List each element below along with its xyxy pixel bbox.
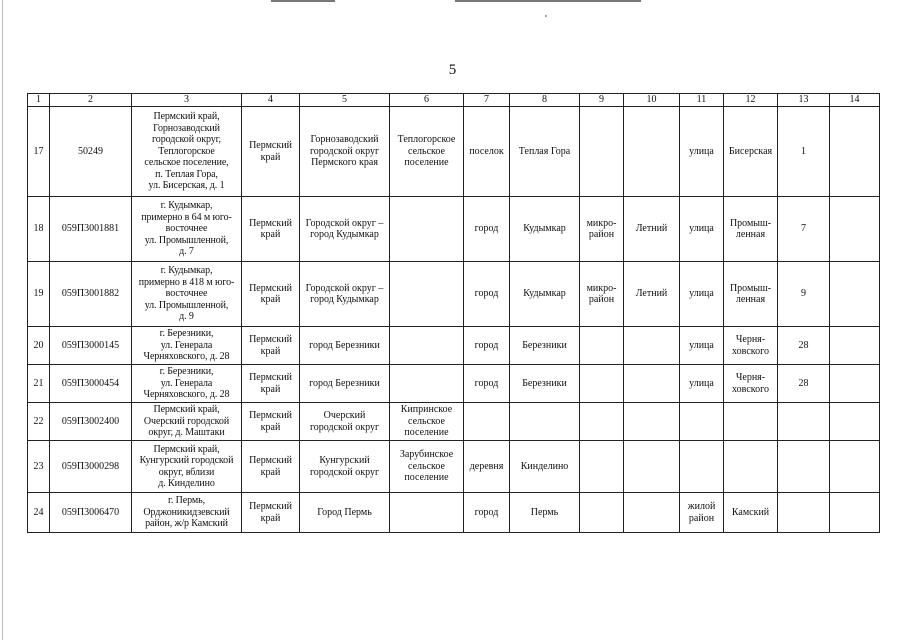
table-cell-col-11 — [680, 107, 724, 197]
table-row — [28, 441, 880, 493]
table-cell-col-14 — [830, 365, 880, 403]
cell-line: улица — [689, 288, 714, 300]
table-cell-col-14 — [830, 327, 880, 365]
table-cell-col-7 — [464, 327, 510, 365]
col-header: 8 — [510, 94, 580, 107]
table-cell-col-3 — [132, 493, 242, 533]
table-cell-col-9 — [580, 327, 624, 365]
cell-line: Город Пермь — [317, 506, 372, 518]
cell-line: Зарубинское — [399, 449, 454, 461]
table-cell-col-5 — [300, 365, 390, 403]
table-cell-col-3 — [132, 262, 242, 327]
cell-line: Промыш- — [729, 282, 772, 294]
col-header: 11 — [680, 94, 724, 107]
table-cell-col-5 — [300, 493, 390, 533]
cell-line: Пермский — [249, 282, 292, 294]
table-cell-col-12 — [724, 493, 778, 533]
cell-line: микро- — [586, 217, 617, 229]
table-cell-col-2: 059П3000145 — [50, 327, 132, 365]
table-cell-col-6 — [390, 107, 464, 197]
table-cell-col-5 — [300, 403, 390, 441]
cell-line: ховского — [732, 345, 769, 357]
cell-line: сельское — [408, 415, 445, 427]
cell-line: край — [260, 383, 281, 395]
cell-line: Кудымкар — [523, 223, 566, 235]
table-cell-col-6 — [390, 327, 464, 365]
table-cell-col-12 — [724, 403, 778, 441]
table-cell-col-2: 059П3006470 — [50, 493, 132, 533]
table-cell-col-3 — [132, 365, 242, 403]
cell-line: Летний — [635, 223, 668, 235]
table-cell-col-1: 19 — [28, 262, 50, 327]
table-cell-col-11 — [680, 262, 724, 327]
table-cell-col-8 — [510, 262, 580, 327]
table-cell-col-3 — [132, 197, 242, 262]
table-cell-col-4 — [242, 365, 300, 403]
col-header: 4 — [242, 94, 300, 107]
table-cell-col-11 — [680, 365, 724, 403]
col-header: 1 — [28, 94, 50, 107]
table-cell-col-13 — [778, 107, 830, 197]
table-cell-col-13 — [778, 365, 830, 403]
table-cell-col-12 — [724, 197, 778, 262]
table-cell-col-2: 50249 — [50, 107, 132, 197]
table-cell-col-7 — [464, 493, 510, 533]
scan-edge-line-right — [455, 0, 641, 2]
table-cell-col-3 — [132, 327, 242, 365]
table-cell-col-8 — [510, 197, 580, 262]
cell-line: Пермский — [249, 140, 292, 151]
table-cell-col-7 — [464, 441, 510, 493]
cell-line: край — [260, 512, 281, 524]
cell-line: поселение — [404, 427, 449, 439]
table-cell-col-8 — [510, 403, 580, 441]
table-cell-col-9 — [580, 262, 624, 327]
cell-line: Пермский — [249, 455, 292, 466]
table-cell-col-5 — [300, 441, 390, 493]
table-cell-col-4 — [242, 441, 300, 493]
table-cell-col-8 — [510, 365, 580, 403]
cell-line: Черня- — [735, 372, 766, 383]
cell-line: ул. Промышленной, — [144, 234, 229, 246]
table-cell-col-13 — [778, 441, 830, 493]
cell-line: ул. Генерала — [160, 339, 213, 351]
table-cell-col-12 — [724, 262, 778, 327]
table-cell-col-1: 23 — [28, 441, 50, 493]
table-cell-col-1: 22 — [28, 403, 50, 441]
table-cell-col-6 — [390, 262, 464, 327]
cell-line: Пермский — [249, 372, 292, 383]
col-header: 7 — [464, 94, 510, 107]
cell-line: жилой — [687, 501, 716, 512]
cell-line: город — [474, 339, 499, 351]
table-row — [28, 493, 880, 533]
table-cell-col-13 — [778, 493, 830, 533]
cell-line: город — [474, 506, 499, 518]
table-cell-col-11 — [680, 403, 724, 441]
cell-line: Орджоникидзевский — [143, 506, 230, 518]
table-row — [28, 262, 880, 327]
cell-line: Пермский — [249, 501, 292, 512]
col-header: 10 — [624, 94, 680, 107]
cell-line: Черняховского, д. 28 — [143, 389, 230, 401]
cell-line: Очерский городской — [143, 415, 230, 427]
table-cell-col-2: 059П3002400 — [50, 403, 132, 441]
scan-edge-line-left — [271, 0, 335, 2]
cell-line: Кунгурский городской — [139, 455, 234, 466]
cell-line: Кипринское — [400, 404, 453, 416]
cell-line: д. Кинделино — [158, 478, 215, 489]
cell-line: Пермский край, — [153, 111, 220, 123]
table-cell-col-8 — [510, 107, 580, 197]
table-cell-col-2: 059П3000454 — [50, 365, 132, 403]
table-cell-col-3 — [132, 403, 242, 441]
cell-line: ул. Генерала — [160, 377, 213, 389]
cell-line: Кудымкар — [523, 288, 566, 300]
table-cell-col-10 — [624, 107, 680, 197]
table-cell-col-7 — [464, 262, 510, 327]
table-cell-col-6 — [390, 365, 464, 403]
cell-line: ленная — [735, 294, 766, 305]
table-cell-col-1: 21 — [28, 365, 50, 403]
col-header: 2 — [50, 94, 132, 107]
table-cell-col-14 — [830, 493, 880, 533]
scan-speck — [545, 15, 547, 17]
table-cell-col-9 — [580, 365, 624, 403]
table-body — [28, 107, 880, 533]
table-cell-col-10 — [624, 365, 680, 403]
cell-line: Кунгурский — [319, 455, 370, 466]
table-cell-col-11 — [680, 493, 724, 533]
table-cell-col-4 — [242, 262, 300, 327]
table-cell-col-11 — [680, 197, 724, 262]
cell-line: сельское поселение, — [144, 157, 229, 169]
table-cell-col-14 — [830, 403, 880, 441]
scan-side-edge — [2, 0, 3, 640]
cell-line: Черняховского, д. 28 — [143, 351, 230, 363]
cell-line: улица — [689, 223, 714, 235]
cell-line: г. Березники, — [159, 328, 214, 340]
table-cell-col-12 — [724, 107, 778, 197]
table-cell-col-1: 17 — [28, 107, 50, 197]
table-cell-col-14 — [830, 441, 880, 493]
cell-line: ул. Промышленной, — [144, 299, 229, 311]
cell-line: район — [688, 512, 715, 524]
cell-line: Пермского края — [311, 157, 378, 169]
cell-line: край — [260, 229, 281, 240]
table-cell-col-9 — [580, 403, 624, 441]
cell-line: городской округ — [309, 145, 380, 157]
cell-line: поселок — [469, 145, 504, 157]
cell-line: Пермь — [530, 506, 559, 518]
cell-line: Пермский — [249, 334, 292, 345]
cell-line: улица — [689, 377, 714, 389]
table-cell-col-14 — [830, 107, 880, 197]
cell-line: городской округ — [309, 421, 380, 433]
cell-line: город — [474, 377, 499, 389]
table-cell-col-8 — [510, 493, 580, 533]
table-cell-col-7 — [464, 197, 510, 262]
cell-line: район — [588, 229, 615, 240]
cell-line: край — [260, 345, 281, 357]
table-cell-col-6 — [390, 197, 464, 262]
cell-line: Теплогорское — [158, 145, 215, 157]
table-cell-col-8 — [510, 327, 580, 365]
table-cell-col-12 — [724, 441, 778, 493]
cell-line: район, ж/р Камский — [145, 518, 228, 530]
cell-line: Кинделино — [520, 460, 569, 472]
table-cell-col-13 — [778, 327, 830, 365]
cell-line: улица — [689, 339, 714, 351]
table-cell-col-12 — [724, 327, 778, 365]
cell-line: Очерский — [323, 410, 366, 421]
cell-line: восточнее — [165, 288, 208, 300]
cell-line: д. 9 — [179, 311, 194, 323]
cell-line: город Березники — [309, 339, 380, 351]
table-row — [28, 365, 880, 403]
cell-line: 28 — [798, 377, 809, 389]
table-cell-col-4 — [242, 493, 300, 533]
table-cell-col-9 — [580, 493, 624, 533]
table-cell-col-3 — [132, 441, 242, 493]
table-cell-col-5 — [300, 107, 390, 197]
cell-line: примерно в 64 м юго- — [141, 211, 232, 223]
table-row — [28, 403, 880, 441]
cell-line: г. Березники, — [159, 366, 214, 378]
cell-line: край — [260, 466, 281, 478]
cell-line: 9 — [801, 288, 806, 300]
table-cell-col-11 — [680, 441, 724, 493]
cell-line: городской округ, — [152, 134, 221, 146]
table-cell-col-10 — [624, 441, 680, 493]
cell-line: город — [474, 223, 499, 235]
col-header: 9 — [580, 94, 624, 107]
cell-line: поселение — [404, 157, 449, 169]
cell-line: 7 — [801, 223, 806, 235]
cell-line: Пермский край, — [153, 443, 220, 455]
cell-line: сельское — [408, 145, 445, 157]
cell-line: ленная — [735, 229, 766, 240]
cell-line: край — [260, 151, 281, 163]
cell-line: Горнозаводский — [153, 122, 220, 134]
cell-line: д. 7 — [179, 246, 194, 258]
cell-line: город Березники — [309, 377, 380, 389]
table-cell-col-4 — [242, 327, 300, 365]
register-table — [27, 93, 880, 533]
cell-line: Камский — [731, 506, 770, 518]
cell-line: г. Кудымкар, — [160, 265, 213, 277]
table-cell-col-6 — [390, 403, 464, 441]
cell-line: Пермский — [249, 410, 292, 421]
cell-line: деревня — [469, 460, 504, 472]
col-header: 6 — [390, 94, 464, 107]
cell-line: район — [588, 294, 615, 305]
table-cell-col-6 — [390, 493, 464, 533]
cell-line: округ, вблизи — [158, 466, 215, 478]
cell-line: улица — [689, 145, 714, 157]
table-row — [28, 197, 880, 262]
cell-line: Черня- — [735, 334, 766, 345]
table-row — [28, 327, 880, 365]
table-cell-col-11 — [680, 327, 724, 365]
table-cell-col-8 — [510, 441, 580, 493]
table-cell-col-13 — [778, 262, 830, 327]
table-cell-col-13 — [778, 403, 830, 441]
cell-line: г. Кудымкар, — [160, 200, 213, 212]
cell-line: город Кудымкар — [310, 229, 379, 240]
cell-line: Березники — [522, 377, 567, 389]
table-cell-col-13 — [778, 197, 830, 262]
cell-line: Горнозаводский — [310, 134, 379, 146]
cell-line: край — [260, 421, 281, 433]
cell-line: город Кудымкар — [310, 294, 379, 305]
cell-line: край — [260, 294, 281, 305]
col-header: 13 — [778, 94, 830, 107]
table-cell-col-1: 18 — [28, 197, 50, 262]
table-cell-col-9 — [580, 107, 624, 197]
table-cell-col-9 — [580, 197, 624, 262]
cell-line: Пермский край, — [153, 404, 220, 416]
table-cell-col-6 — [390, 441, 464, 493]
table-cell-col-10 — [624, 403, 680, 441]
table-cell-col-2: 059П3001881 — [50, 197, 132, 262]
col-header: 5 — [300, 94, 390, 107]
table-cell-col-10 — [624, 197, 680, 262]
cell-line: Теплогорское — [397, 134, 456, 146]
table-cell-col-2: 059П3000298 — [50, 441, 132, 493]
table-cell-col-10 — [624, 262, 680, 327]
table-cell-col-4 — [242, 403, 300, 441]
cell-line: восточнее — [165, 223, 208, 235]
table-cell-col-3 — [132, 107, 242, 197]
header-row — [28, 94, 880, 107]
table-cell-col-4 — [242, 107, 300, 197]
table-cell-col-1: 20 — [28, 327, 50, 365]
cell-line: 1 — [801, 145, 806, 157]
table-cell-col-2: 059П3001882 — [50, 262, 132, 327]
cell-line: Городской округ – — [305, 217, 384, 229]
cell-line: сельское — [408, 460, 445, 472]
cell-line: Березники — [522, 339, 567, 351]
table-cell-col-14 — [830, 197, 880, 262]
col-header: 3 — [132, 94, 242, 107]
cell-line: городской округ — [309, 466, 380, 478]
cell-line: п. Теплая Гора, — [155, 168, 218, 180]
col-header: 12 — [724, 94, 778, 107]
cell-line: Пермский — [249, 217, 292, 229]
table-cell-col-4 — [242, 197, 300, 262]
table-cell-col-12 — [724, 365, 778, 403]
cell-line: 28 — [798, 339, 809, 351]
table-cell-col-5 — [300, 327, 390, 365]
table-cell-col-7 — [464, 365, 510, 403]
cell-line: г. Пермь, — [168, 495, 205, 507]
cell-line: Городской округ – — [305, 282, 384, 294]
table-cell-col-7 — [464, 107, 510, 197]
table-cell-col-7 — [464, 403, 510, 441]
cell-line: поселение — [404, 472, 449, 484]
table-row — [28, 107, 880, 197]
cell-line: Промыш- — [729, 217, 772, 229]
cell-line: примерно в 418 м юго- — [138, 276, 235, 288]
table-cell-col-10 — [624, 327, 680, 365]
cell-line: ховского — [732, 383, 769, 395]
cell-line: микро- — [586, 282, 617, 294]
cell-line: Бисерская — [728, 145, 773, 157]
cell-line: округ, д. Маштаки — [148, 427, 225, 439]
table-cell-col-5 — [300, 262, 390, 327]
cell-line: ул. Бисерская, д. 1 — [148, 180, 225, 192]
col-header: 14 — [830, 94, 880, 107]
table-cell-col-1: 24 — [28, 493, 50, 533]
table-cell-col-10 — [624, 493, 680, 533]
cell-line: город — [474, 288, 499, 300]
table-cell-col-14 — [830, 262, 880, 327]
cell-line: Теплая Гора — [518, 145, 571, 157]
page-number: 5 — [448, 62, 457, 78]
table-cell-col-9 — [580, 441, 624, 493]
table-cell-col-5 — [300, 197, 390, 262]
cell-line: Летний — [635, 288, 668, 300]
